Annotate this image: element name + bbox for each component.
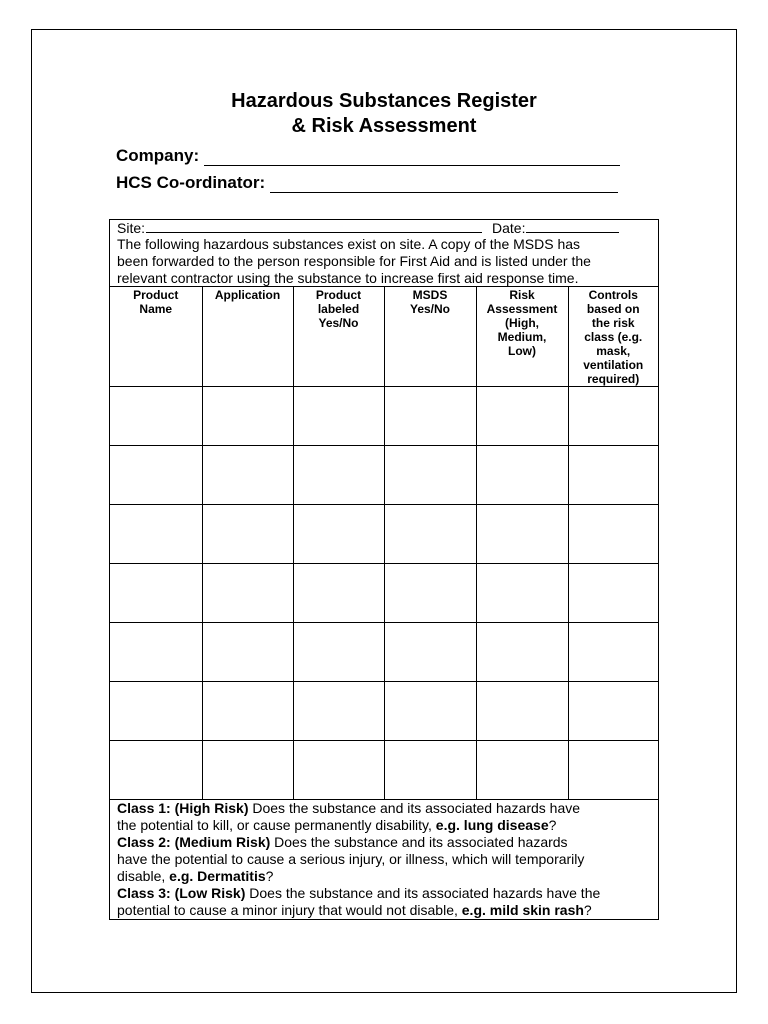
table-cell[interactable] [110,741,202,800]
table-row [110,505,658,564]
table-cell[interactable] [568,505,658,564]
table-cell[interactable] [293,682,384,741]
class-2-label: Class 2: (Medium Risk) [117,834,271,850]
table-cell[interactable] [476,446,568,505]
class-3-label: Class 3: (Low Risk) [117,885,246,901]
table-cell[interactable] [110,564,202,623]
class-1-end: ? [548,817,557,833]
column-header-line: based on [586,302,640,316]
company-field [116,146,620,166]
table-cell[interactable] [476,564,568,623]
intro-line: The following hazardous substances exist on site. A copy of the MSDS has [117,236,581,252]
table-cell[interactable] [568,564,658,623]
table-body [110,387,658,800]
column-header-line: Yes/No [409,302,451,316]
class-1-example: e.g. lung disease [435,817,549,833]
table-cell[interactable] [202,623,293,682]
table-cell[interactable] [476,623,568,682]
class-2-line [117,851,655,868]
column-header-application [202,287,293,387]
company-input-line[interactable] [204,151,620,166]
class-3-example: e.g. mild skin rash [461,902,584,918]
column-header-line: Name [139,302,173,316]
table-cell[interactable] [202,564,293,623]
table-cell[interactable] [293,564,384,623]
table-cell[interactable] [110,682,202,741]
page-title: Hazardous Substances Register [231,90,537,112]
column-header-product-name [110,287,202,387]
table-row [110,387,658,446]
date-label: Date: [492,220,526,236]
table-cell[interactable] [568,623,658,682]
table-cell[interactable] [110,387,202,446]
class-3-text: Does the substance and its associated hazards have the [245,885,601,901]
risk-class-legend [117,800,655,919]
column-header-line: Assessment [486,302,558,316]
register-box [109,219,659,920]
column-header-line: Risk [509,288,535,302]
substances-table [110,286,658,800]
date-input-line[interactable] [526,221,619,233]
coordinator-field [116,173,618,193]
site-label: Site: [117,220,146,236]
column-header-controls [568,287,658,387]
table-header-row [110,287,658,387]
table-row [110,446,658,505]
table-cell[interactable] [202,446,293,505]
column-header-line: required) [587,372,640,386]
coordinator-label: HCS Co-ordinator: [116,173,266,192]
company-label: Company: [116,146,200,165]
column-header-line: Yes/No [318,316,359,330]
table-cell[interactable] [384,682,476,741]
class-3-line [117,902,655,919]
class-2-example: e.g. Dermatitis [169,868,266,884]
page-subtitle: & Risk Assessment [291,115,477,137]
table-cell[interactable] [568,741,658,800]
table-cell[interactable] [202,505,293,564]
intro-line: been forwarded to the person responsible for First Aid and is listed under the [117,253,591,269]
class-1-text: Does the substance and its associated hazards have [248,800,581,816]
table-cell[interactable] [293,505,384,564]
table-row [110,564,658,623]
table-cell[interactable] [202,682,293,741]
column-header-line: (High, [505,316,539,330]
table-cell[interactable] [384,505,476,564]
class-3-line [117,885,655,902]
column-header-line: Application [214,288,281,302]
column-header-line: class (e.g. [584,330,643,344]
class-1-line [117,800,655,817]
site-date-row [117,220,657,236]
class-2-end: ? [265,868,274,884]
table-cell[interactable] [568,682,658,741]
class-2-line [117,834,655,851]
table-cell[interactable] [568,387,658,446]
class-1-label: Class 1: (High Risk) [117,800,249,816]
class-2-text: Does the substance and its associated hazards [270,834,568,850]
table-cell[interactable] [293,446,384,505]
class-1-text: the potential to kill, or cause permanently disability, [117,817,436,833]
table-cell[interactable] [384,446,476,505]
table-cell[interactable] [568,446,658,505]
column-header-line: ventilation [583,358,644,372]
class-2-text: disable, [117,868,170,884]
table-cell[interactable] [110,446,202,505]
column-header-line: Product [315,288,362,302]
class-2-line [117,868,655,885]
table-cell[interactable] [476,505,568,564]
column-header-line: mask, [596,344,631,358]
table-cell[interactable] [476,387,568,446]
table-cell[interactable] [384,387,476,446]
class-2-text: have the potential to cause a serious injury, or illness, which will temporarily [117,851,585,867]
intro-text [117,236,655,287]
column-header-line: Low) [508,344,536,358]
table-row [110,623,658,682]
table-cell[interactable] [202,741,293,800]
class-1-line [117,817,655,834]
column-header-risk-assessment [476,287,568,387]
class-3-text: potential to cause a minor injury that would not disable, [117,902,462,918]
column-header-product-labeled [293,287,384,387]
table-cell[interactable] [202,387,293,446]
column-header-line: labeled [317,302,360,316]
table-cell[interactable] [384,741,476,800]
table-cell[interactable] [384,623,476,682]
table-row [110,682,658,741]
table-row [110,741,658,800]
table-cell[interactable] [110,505,202,564]
intro-line: relevant contractor using the substance to increase first aid response time. [117,270,579,286]
table-cell[interactable] [293,741,384,800]
table-cell[interactable] [384,564,476,623]
column-header-line: Product [133,288,179,302]
table-cell[interactable] [293,623,384,682]
table-cell[interactable] [476,682,568,741]
class-3-end: ? [583,902,592,918]
column-header-line: the risk [591,316,635,330]
site-input-line[interactable] [146,221,482,233]
coordinator-input-line[interactable] [270,178,618,193]
table-cell[interactable] [110,623,202,682]
table-cell[interactable] [293,387,384,446]
table-cell[interactable] [476,741,568,800]
column-header-line: MSDS [412,288,448,302]
column-header-line: Medium, [497,330,547,344]
column-header-line: Controls [588,288,638,302]
column-header-msds [384,287,476,387]
